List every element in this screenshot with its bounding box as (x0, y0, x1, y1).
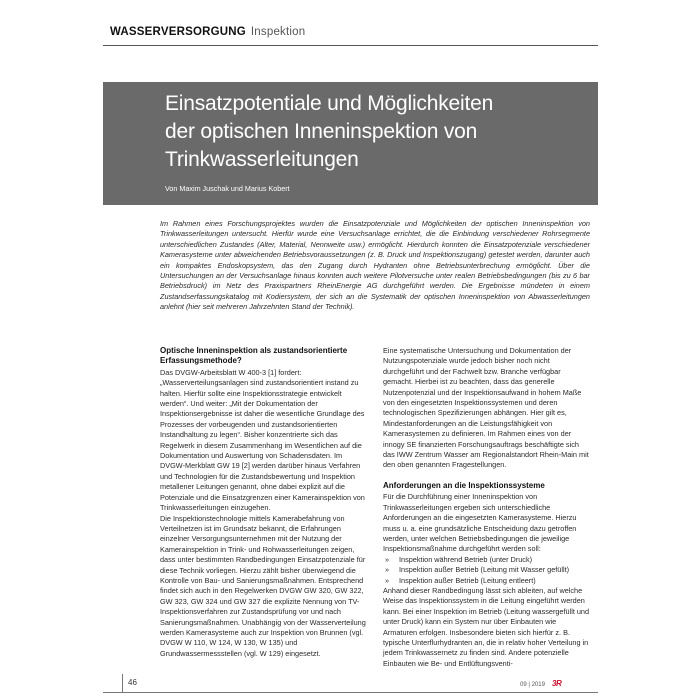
right-column (383, 346, 591, 669)
page-number: 46 (128, 678, 137, 687)
list-item: » Inspektion außer Betrieb (Leitung mit Wasser gefüllt) (383, 565, 591, 575)
body-paragraph: Eine systematische Untersuchung und Dokumentation der Nutzungspotenziale wurde jedoch bisher noch nicht durchgeführt und der Fachwelt bzw. Branche verfügbar gemacht. Hierbei ist zu beachten, dass das generelle Nutzenpotenzial und der Inspektionsaufwand in hohem Maße von den eingesetzten Inspektionssystemen und deren technologischen Spezifizierungen abhängen. Hier gilt es, Mindestanforderungen an die Leistungsfähigkeit von Kamerasystemen zu definieren. Im Rahmen eines von der innogy SE finanzierten Forschungsauftrags beschäftigte sich das IWW Zentrum Wasser am Regionalstandort Rhein-Main mit den oben genannten Fragestellungen. (383, 346, 589, 470)
title-line: Einsatzpotentiale und Möglichkeiten (165, 92, 494, 115)
list-item: » Inspektion außer Betrieb (Leitung entleert) (383, 576, 591, 586)
body-paragraph: Für die Durchführung einer Inneninspektion von Trinkwasserleitungen ergeben sich unterschiedliche Anforderungen an die eingesetzten Kamerasysteme. Hierzu muss u. a. eine grundsätzliche Entscheidung dazu getroffen werden, unter welchen Betriebsbedingungen die jeweilige Inspektionsmaßnahme durchgeführt werden soll: (383, 492, 577, 554)
intro-abstract: Im Rahmen eines Forschungsprojektes wurden die Einsatzpotenziale und Möglichkeiten der optischen Inneninspektion von Trinkwasserleitungen untersucht. Hierfür wurde eine Versuchsanlage errichtet, die die Einbindung verschiedener Rohrsegmente unterschiedlichen Zustandes (Alter, Material, Nennweite usw.) ermöglicht. Hierdurch konnten die Einsatzpotenziale verschiedener Kamerasysteme unter abweichenden Betriebsvoraussetzungen (z. B. Druck und Inspektionszugang) getestet werden, darunter auch ein kompaktes Endoskopsystem, das den Zugang durch Hydranten ohne Betriebsunterbrechung ermöglicht. Über die Untersuchungen an der Versuchsanlage hinaus konnten auch weitere Pilotversuche unter realen Betriebsbedingungen (bis zu 6 bar Betriebsdruck) im Netz des Praxispartners RheinEnergie AG durchgeführt werden. Die Ergebnisse mündeten in einem Zustandserfassungskatalog mit Kodiersystem, der sich an die Systematik der optischen Inneninspektion von Abwasserleitungen anlehnt (hier seit mehreren Jahrzehnten Stand der Technik). (160, 219, 590, 312)
left-column (160, 346, 368, 659)
section-heading: Optische Inneninspektion als zustandsorientierte Erfassungsmethode? (160, 346, 348, 366)
section-label: WASSERVERSORGUNG (110, 26, 246, 38)
body-paragraph: Die Inspektionstechnologie mittels Kamerabefahrung von Verteilnetzen ist im Grundsatz bekannt, die Erfahrungen einzelner Versorgungsunternehmen mit der Nutzung der Kamerainspektion in Trink- und Rohwasserleitungen zeigen, dass unter bestimmten Randbedingungen Einsatzpotenziale für diese Technik vorliegen. Hierzu zählt bisher überwiegend die Kontrolle von Bau- und Sanierungsmaßnahmen. Entsprechend findet sich auch in den Regelwerken DVGW GW 320, GW 322, GW 323, GW 324 und GW 327 die explizite Nennung von TV-Inspektionsverfahren zur Zustandsprüfung vor und nach Sanierungsmaßnahmen. Unabhängig von der Wasserverteilung werden Kamerasysteme auch zur Inspektion von Brunnen (vgl. DVGW W 110, W 124, W 130, W 135) und Grundwassermessstellen (vgl. W 129) eingesetzt. (160, 513, 366, 658)
list-item: » Inspektion während Betrieb (unter Druck) (383, 555, 591, 565)
footer-divider (122, 674, 123, 692)
article-title (165, 90, 585, 174)
journal-logo: 3R (552, 679, 562, 688)
footer-rule (103, 692, 598, 693)
spacer (383, 471, 591, 481)
running-header (110, 26, 305, 38)
bullet-list (383, 555, 591, 586)
subsection-label: Inspektion (250, 26, 306, 38)
section-heading: Anforderungen an die Inspektionssysteme (383, 480, 545, 490)
body-paragraph: Anhand dieser Randbedingung lässt sich ableiten, auf welche Weise das Inspektionssystem in die Leitung eingeführt werden kann. Bei einer Inspektion im Betrieb (Leitung wassergefüllt und unter Druck) kann ein System nur über Einbauten wie Armaturen erfolgen. Insbesondere bieten sich hierfür z. B. typische Unterflurhydranten an, die in relativ hoher Verteilung in jedem Trinkwassernetz zu finden sind. Andere potenzielle Einbauten wie Be- und Entlüftungsventi- (383, 585, 590, 668)
header-rule (103, 45, 598, 46)
issue-label: 09 | 2019 (520, 682, 545, 688)
title-line: Trinkwasserleitungen (165, 148, 359, 171)
authors-byline: Von Maxim Juschak und Marius Kobert (165, 184, 290, 193)
body-paragraph: Das DVGW-Arbeitsblatt W 400-3 [1] fordert: „Wasserverteilungsanlagen sind zustandsorientiert instand zu halten. Hierfür sollte eine Inspektionsstrategie entwickelt werden“. Und weiter: „Mit der Dokumentation der Inspektionsergebnisse ist daher die wesentliche Grundlage des Prozesses der vorbeugenden und zustandsorientierten Instandhaltung zu legen“. Bisher konzentrierte sich das Regelwerk in diesem Zusammenhang im Wesentlichen auf die Dokumentation und Auswertung von Schadensdaten. Im DVGW-Merkblatt GW 19 [2] werden darüber hinaus Verfahren und Technologien für die Zustandsbewertung und Inspektion metallener Leitungen genannt, ohne dabei explizit auf die Potenziale und die Einsatzgrenzen einer Kamerainspektion von Trinkwasserleitungen einzugehen. (160, 367, 365, 513)
title-line: der optischen Inneninspektion von (165, 120, 478, 143)
title-banner (103, 82, 598, 205)
